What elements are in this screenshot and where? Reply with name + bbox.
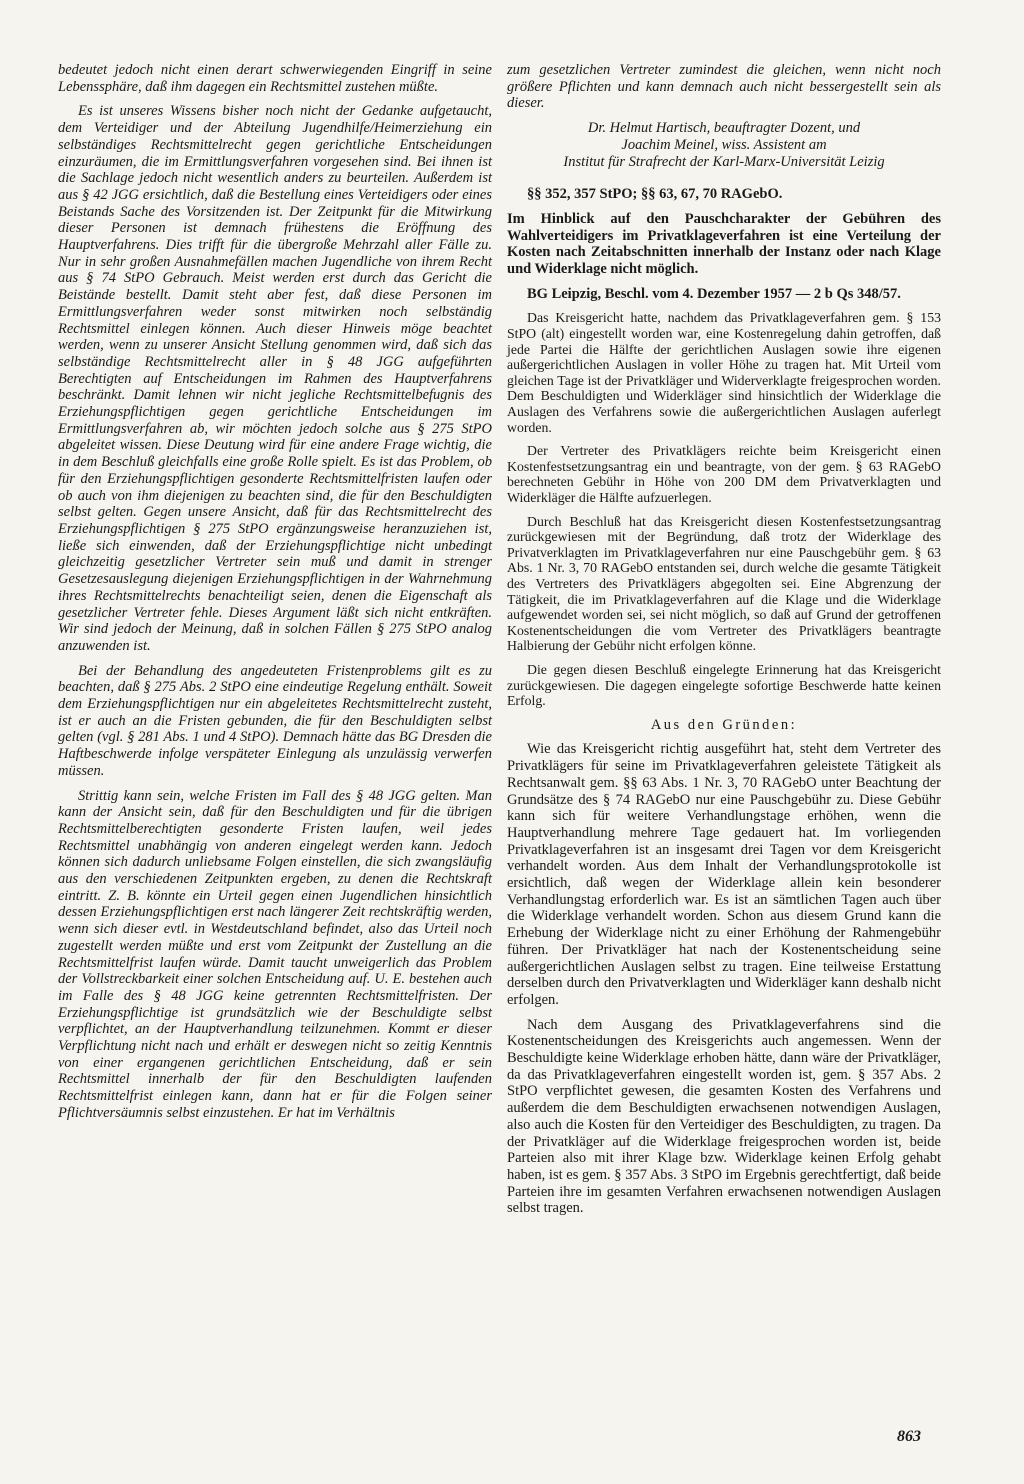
right-column bbox=[507, 62, 941, 1225]
article-continuation: zum gesetzlichen Vertreter zumindest die gleichen, wenn nicht noch größere Pflichten und kann demnach auch nicht bessergestellt sein als dieser. bbox=[507, 62, 941, 112]
author-signature bbox=[507, 120, 941, 170]
headnote: Im Hinblick auf den Pauschcharakter der Gebühren des Wahlverteidigers im Privatklageverfahren ist eine Verteilung der Kosten nach Zeitabschnitten innerhalb der Instanz oder nach Klage und Widerklage nicht möglich. bbox=[507, 210, 941, 278]
facts-paragraph: Der Vertreter des Privatklägers reichte beim Kreisgericht einen Kostenfestsetzungsantrag ein und beantragte, von der gem. § 63 RAGebO berechneten Gebühr in Höhe von 200 DM dem Privatverklagten und Widerkläger die Hälfte aufzuerlegen. bbox=[507, 443, 941, 505]
court-citation: BG Leipzig, Beschl. vom 4. Dezember 1957 — 2 b Qs 348/57. bbox=[527, 285, 901, 302]
article-paragraph: Bei der Behandlung des angedeuteten Fristenproblems gilt es zu beachten, daß § 275 Abs. 2 StPO eine eindeutige Regelung enthält. Soweit dem Erziehungspflichtigen nur ein abgeleitetes Rechtsmittelrecht zusteht, ist er auch an die Fristen gebunden, die für den Beschuldigten selbst gelten (vgl. § 281 Abs. 1 und 4 StPO). Demnach hätte das BG Dresden die Haftbeschwerde infolge verspäteter Einlegung als unzulässig verwerfen müssen. bbox=[58, 662, 492, 779]
facts-paragraph: Durch Beschluß hat das Kreisgericht diesen Kostenfestsetzungsantrag zurückgewiesen mit der Begründung, daß trotz der Widerklage des Privatverklagten im Privatklageverfahren nur eine Pauschgebühr gem. § 63 Abs. 1 Nr. 3, 70 RAGebO entstanden sei, durch welche die gesamte Tätigkeit des Vertreters des Privatklägers abgegolten sei. Eine Abgrenzung der Tätigkeit, die im Privatklageverfahren auf die Klage und die Widerklage aufgewendet worden sei, sei nicht möglich, so daß auf Grund der getroffenen Kostenentscheidungen die vom Vertreter des Privatklägers beantragte Halbierung der Gebühr nicht erfolgen könne. bbox=[507, 513, 941, 654]
case-reasons bbox=[507, 741, 941, 1217]
article-paragraph: bedeutet jedoch nicht einen derart schwerwiegenden Eingriff in seine Lebenssphäre, daß ihm dagegen ein Rechtsmittel zustehen müßte. bbox=[58, 62, 492, 95]
facts-paragraph: Das Kreisgericht hatte, nachdem das Privatklageverfahren gem. § 153 StPO (alt) eingestellt worden war, eine Kostenregelung dahin getroffen, daß jede Partei die Hälfte der gerichtlichen Auslagen sowie ihre eigenen außergerichtlichen Auslagen in voller Höhe zu tragen hat. Mit Urteil vom gleichen Tage ist der Privatkläger und Widerverklagte freigesprochen worden. Dem Beschuldigten und Widerkläger sind hinsichtlich der Widerklage die Auslagen des Verfahrens sowie die außergerichtlichen Auslagen auferlegt worden. bbox=[507, 310, 941, 435]
article-paragraph: Es ist unseres Wissens bisher noch nicht der Gedanke aufgetaucht, dem Verteidiger und der Abteilung Jugendhilfe/Heimerziehung ein selbständiges Rechtsmittelrecht gegen gerichtliche Entscheidungen einzuräumen, die im Ermittlungsverfahren vorgesehen sind. Bei ihnen ist die Sachlage jedoch nicht wesentlich anders zu beurteilen. Außerdem ist aus § 42 JGG ersichtlich, daß die Bestellung eines Verteidigers oder eines Beistands Sache des Vorsitzenden ist. Der Zeitpunkt für die Mitwirkung dieser Personen ist demnach frühestens die Eröffnung des Hauptverfahrens. Dies trifft für die übergroße Mehrzahl aller Fälle zu. Nur in sehr großen Ausnahmefällen machen Jugendliche von ihrem Recht aus § 74 StPO Gebrauch. Meist werden erst durch das Gericht die Beistände bestellt. Damit steht aber fest, daß diese Personen im Ermittlungsverfahren weder sonst mitwirken noch selbständig Rechtsmittel einlegen können. Auch dieser Hinweis möge beachtet werden, wenn zu unserer Ansicht Stellung genommen wird, daß sich das selbständige Rechtsmittelrecht aller in § 48 JGG aufgeführten Berechtigten auf Entscheidungen im Rahmen des Hauptverfahrens beschränkt. Damit lehnen wir nicht jegliche Rechtsmittelbefugnis des Erziehungspflichtigen gegen gerichtliche Entscheidungen im Ermittlungsverfahren ab, wir möchten jedoch solche aus § 275 StPO abgeleitet wissen. Diese Deutung wird für eine andere Frage wichtig, die in dem Beschluß gleichfalls eine große Rolle spielt. Es ist das Problem, ob für den Erziehungspflichtigen gesonderte Rechtsmittelfristen laufen oder ob auch von ihm diejenigen zu beachten sind, die für den Beschuldigten selbst gelten. Gegen unsere Ansicht, daß für das Rechtsmittelrecht des Erziehungspflichtigen § 275 StPO ergänzungsweise heranzuziehen ist, ließe sich einwenden, daß der Erziehungspflichtige nicht unbedingt gleichzeitig gesetzlicher Vertreter sein muß und damit in strenger Gesetzesauslegung diejenigen Erziehungspflichtigen in der Wahrnehmung ihres Rechtsmittelrechts benachteiligt seien, denen die Eigenschaft als gesetzlicher Vertreter fehle. Dieses Argument läßt sich nicht entkräften. Wir sind jedoch der Meinung, daß in solchen Fällen § 275 StPO analog anzuwenden ist. bbox=[58, 103, 492, 654]
signature-line: Dr. Helmut Hartisch, beauftragter Dozent, und bbox=[587, 120, 861, 137]
facts-paragraph: Die gegen diesen Beschluß eingelegte Erinnerung hat das Kreisgericht zurückgewiesen. Die dagegen eingelegte sofortige Beschwerde hatte keinen Erfolg. bbox=[507, 661, 941, 709]
left-column bbox=[58, 62, 492, 1130]
section-heading: Aus den Gründen: bbox=[650, 716, 798, 733]
law-reference: §§ 352, 357 StPO; §§ 63, 67, 70 RAGebO. bbox=[527, 186, 783, 203]
signature-line: Institut für Strafrecht der Karl-Marx-Universität Leizig bbox=[563, 153, 885, 170]
reasons-paragraph: Nach dem Ausgang des Privatklageverfahrens sind die Kostenentscheidungen des Kreisgerichts auch angemessen. Wenn der Beschuldigte keine Widerklage erhoben hätte, dann wäre der Privatkläger, da das Privatklageverfahren eingestellt worden ist, gem. § 357 Abs. 2 StPO verpflichtet gewesen, die gesamten Kosten des Verfahrens und außerdem die dem Beschuldigten erwachsenen notwendigen Auslagen, also auch die Kosten für den Verteidiger des Beschuldigten, zu tragen. Da der Privatkläger auf die Widerklage freigesprochen worden ist, beide Parteien also mit ihrer Klage bzw. Widerklage keinen Erfolg gehabt haben, ist es gem. § 357 Abs. 3 StPO im Ergebnis gerechtfertigt, daß beide Parteien ihre im gesamten Verfahren erwachsenen notwendigen Auslagen selbst tragen. bbox=[507, 1016, 941, 1217]
case-facts bbox=[507, 310, 941, 708]
reasons-paragraph: Wie das Kreisgericht richtig ausgeführt hat, steht dem Vertreter des Privatklägers für seine im Privatklageverfahren geleistete Tätigkeit als Rechtsanwalt gem. §§ 63 Abs. 1 Nr. 3, 70 RAGebO unter Beachtung der Grundsätze des § 74 RAGebO nur eine Pauschgebühr zu. Diese Gebühr kann sich für weitere Verhandlungstage erhöhen, wenn die Hauptverhandlung mehrere Tage gedauert hat. Im vorliegenden Privatklageverfahren ist an insgesamt drei Tagen vor dem Kreisgericht verhandelt worden. Aus dem Inhalt der Verhandlungsprotokolle ist ersichtlich, daß wegen der Widerklage allein kein besonderer Verhandlungstag erforderlich war. Es ist an sämtlichen Tagen auch über die Widerklage verhandelt worden. Schon aus diesem Grund kann die Erhebung der Widerklage nicht zu einer Erhöhung der Rahmengebühr führen. Der Privatkläger hat nach der Kostenentscheidung seine außergerichtlichen Auslagen selbst zu tragen. Eine teilweise Erstattung derselben durch den Privatverklagten und Widerkläger kann deshalb nicht erfolgen. bbox=[507, 741, 941, 1008]
signature-line: Joachim Meinel, wiss. Assistent am bbox=[621, 136, 827, 153]
page-number: 863 bbox=[897, 1428, 921, 1445]
article-paragraph: Strittig kann sein, welche Fristen im Fall des § 48 JGG gelten. Man kann der Ansicht sein, daß für den Beschuldigten und für die übrigen Rechtsmittelberechtigten gesonderte Fristen laufen, weil jedes Rechtsmittel unabhängig von anderen eingelegt werden kann. Jedoch können sich dadurch unliebsame Folgen einstellen, die sich zwangsläufig aus den verschiedenen Zeitpunkten ergeben, zu denen die Rechtskraft eintritt. Z. B. könnte ein Urteil gegen einen Jugendlichen hinsichtlich dessen Erziehungspflichtigen erst nach längerer Zeit rechtskräftig werden, wenn sich dieser evtl. in Westdeutschland befindet, also das Urteil noch zugestellt werden müßte und erst vom Zeitpunkt der Zustellung an die Rechtsmittelfrist laufen würde. Damit taucht unweigerlich das Problem der Vollstreckbarkeit einer solchen Entscheidung auf. U. E. bestehen auch im Falle des § 48 JGG keine getrennten Rechtsmittelfristen. Der Erziehungspflichtige ist grundsätzlich wie der Beschuldigte selbst verpflichtet, an der Hauptverhandlung teilzunehmen. Kommt er dieser Verpflichtung nicht nach und erhält er deswegen nicht so zeitig Kenntnis von einer ergangenen gerichtlichen Entscheidung, daß er sein Rechtsmittel innerhalb der für den Beschuldigten laufenden Rechtsmittelfrist einlegen kann, dann hat er für die Folgen seiner Pflichtversäumnis selbst einzustehen. Er hat im Verhältnis bbox=[58, 787, 492, 1121]
